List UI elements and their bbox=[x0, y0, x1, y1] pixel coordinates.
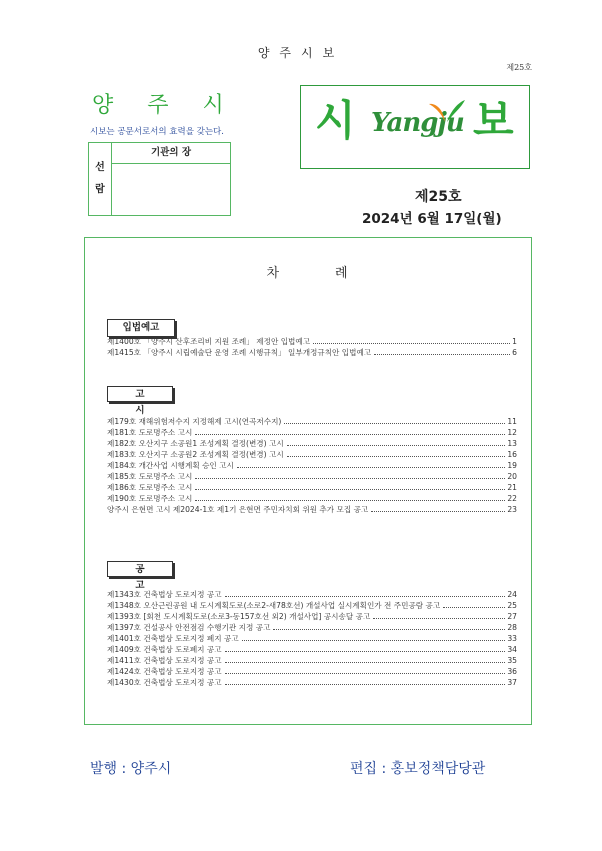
issue-number: 제25호 bbox=[415, 189, 462, 205]
toc-entry[interactable] bbox=[107, 482, 517, 493]
toc-entry-title: 제181호 도로명주소 고시 bbox=[107, 428, 193, 437]
toc-entry[interactable] bbox=[107, 622, 517, 633]
running-title: 양주시보 bbox=[257, 46, 345, 60]
toc-entry-title: 제1430호 건축법상 도로지정 공고 bbox=[107, 678, 222, 687]
toc-leader-dots bbox=[195, 434, 505, 435]
toc-entry-page: 35 bbox=[507, 656, 517, 665]
approval-side-label-2: 람 bbox=[95, 184, 105, 195]
toc-leader-dots bbox=[225, 662, 506, 663]
toc-entry[interactable] bbox=[107, 460, 517, 471]
leaf-icon bbox=[427, 98, 467, 124]
issue-date: 2024년 6월 17일(월) bbox=[362, 211, 502, 227]
toc-leader-dots bbox=[195, 500, 505, 501]
toc-leader-dots bbox=[371, 511, 505, 512]
city-name: 양주시 bbox=[92, 93, 258, 118]
toc-entry-page: 16 bbox=[507, 450, 517, 459]
publisher: 발행 : 양주시 bbox=[90, 761, 172, 777]
toc-entry[interactable] bbox=[107, 438, 517, 449]
toc-leader-dots bbox=[225, 673, 506, 674]
toc-leader-dots bbox=[373, 618, 505, 619]
approval-side-label-1: 선 bbox=[95, 162, 105, 173]
editor: 편집 : 홍보정책담당관 bbox=[350, 761, 486, 777]
toc-entry-page: 24 bbox=[507, 590, 517, 599]
toc-leader-dots bbox=[225, 684, 506, 685]
toc-entry[interactable] bbox=[107, 504, 517, 515]
toc-leader-dots bbox=[443, 607, 505, 608]
toc-entry-page: 20 bbox=[507, 472, 517, 481]
masthead bbox=[300, 85, 530, 169]
toc-leader-dots bbox=[195, 489, 505, 490]
toc-entry-title: 제1348호 오산근린공원 내 도시계획도로(소로2-새78호선) 개설사업 실시계획인가 전 주민공람 공고 bbox=[107, 601, 441, 610]
toc-entry-title: 제1397호 건설공사 안전점검 수행기관 지정 공고 bbox=[107, 623, 271, 632]
masthead-right-char: 보 bbox=[473, 96, 514, 145]
toc-entry-title: 제1415호 「양주시 시립예술단 운영 조례 시행규칙」 일부개정규칙안 입법예고 bbox=[107, 348, 372, 357]
toc-entry-page: 6 bbox=[512, 348, 517, 357]
toc-entry-title: 제190호 도로명주소 고시 bbox=[107, 494, 193, 503]
toc-section-label: 공고 bbox=[107, 561, 173, 577]
toc-leader-dots bbox=[313, 343, 510, 344]
toc-entry-page: 11 bbox=[507, 417, 517, 426]
toc-entry-title: 제1393호 [회천 도시계획도로(소로3-동157호선 외2) 개설사업] 공시송달 공고 bbox=[107, 612, 371, 621]
toc-entry-page: 19 bbox=[507, 461, 517, 470]
toc-entry[interactable] bbox=[107, 666, 517, 677]
approval-box bbox=[88, 142, 231, 216]
toc-entry-page: 21 bbox=[507, 483, 517, 492]
toc-entry-page: 23 bbox=[507, 505, 517, 514]
issue-mark: 제25호 bbox=[506, 63, 532, 72]
toc-entry[interactable] bbox=[107, 633, 517, 644]
toc-entry[interactable] bbox=[107, 347, 517, 358]
toc-entry[interactable] bbox=[107, 655, 517, 666]
toc-leader-dots bbox=[225, 651, 506, 652]
toc-entry[interactable] bbox=[107, 449, 517, 460]
toc-entry-title: 제1400호 「양주시 산후조리비 지원 조례」 제정안 입법예고 bbox=[107, 337, 311, 346]
toc-entry[interactable] bbox=[107, 471, 517, 482]
toc-entry[interactable] bbox=[107, 600, 517, 611]
toc-entry-page: 13 bbox=[507, 439, 517, 448]
toc-entry-title: 제1409호 건축법상 도로폐지 공고 bbox=[107, 645, 222, 654]
city-note: 시보는 공문서로서의 효력을 갖는다. bbox=[90, 127, 224, 137]
toc-entry-page: 34 bbox=[507, 645, 517, 654]
toc-title: 차례 bbox=[266, 266, 404, 281]
toc-entry[interactable] bbox=[107, 336, 517, 347]
toc-leader-dots bbox=[287, 456, 506, 457]
approval-head: 기관의 장 bbox=[112, 143, 230, 164]
toc-entry-title: 제185호 도로명주소 고시 bbox=[107, 472, 193, 481]
toc-entry-page: 25 bbox=[507, 601, 517, 610]
toc-entry[interactable] bbox=[107, 677, 517, 688]
toc-entry-page: 37 bbox=[507, 678, 517, 687]
toc-entry-title: 제184호 개간사업 시행계획 승인 고시 bbox=[107, 461, 234, 470]
toc-leader-dots bbox=[237, 467, 505, 468]
toc-entry-page: 1 bbox=[512, 337, 517, 346]
toc-entry-page: 28 bbox=[507, 623, 517, 632]
toc-entry-page: 33 bbox=[507, 634, 517, 643]
toc-section-label: 고시 bbox=[107, 386, 173, 402]
toc-entry-page: 22 bbox=[507, 494, 517, 503]
yangju-logo bbox=[371, 104, 471, 148]
toc-leader-dots bbox=[284, 423, 505, 424]
masthead-left-char: 시 bbox=[315, 96, 356, 145]
toc-leader-dots bbox=[242, 640, 506, 641]
toc-entry-page: 36 bbox=[507, 667, 517, 676]
logo-text: Yangju bbox=[371, 108, 464, 138]
toc-entry[interactable] bbox=[107, 427, 517, 438]
toc-leader-dots bbox=[225, 596, 506, 597]
toc-entry-title: 제1401호 건축법상 도로지정 폐지 공고 bbox=[107, 634, 239, 643]
toc-leader-dots bbox=[195, 478, 505, 479]
toc-entry-title: 제1424호 건축법상 도로지정 공고 bbox=[107, 667, 222, 676]
toc-entry-title: 제179호 재해위험저수지 지정해제 고시(연곡저수지) bbox=[107, 417, 282, 426]
toc-leader-dots bbox=[273, 629, 505, 630]
toc-entry-title: 제1343호 건축법상 도로지정 공고 bbox=[107, 590, 222, 599]
toc-entry-page: 12 bbox=[507, 428, 517, 437]
toc-entry-title: 제1411호 건축법상 도로지정 공고 bbox=[107, 656, 222, 665]
toc-entry[interactable] bbox=[107, 416, 517, 427]
toc-leader-dots bbox=[374, 354, 510, 355]
toc-entry[interactable] bbox=[107, 644, 517, 655]
toc-entry-title: 양주시 은현면 고시 제2024-1호 제1기 은현면 주민자치회 위원 추가 모집 공고 bbox=[107, 505, 369, 514]
approval-side-label bbox=[89, 143, 112, 215]
toc-section-label: 입법예고 bbox=[107, 319, 175, 337]
toc-entry[interactable] bbox=[107, 493, 517, 504]
toc-entry-title: 제186호 도로명주소 고시 bbox=[107, 483, 193, 492]
toc-entry-title: 제182호 오산지구 소공원1 조성계획 결정(변경) 고시 bbox=[107, 439, 284, 448]
toc-entry-page: 27 bbox=[507, 612, 517, 621]
toc-entry[interactable] bbox=[107, 589, 517, 600]
toc-entry[interactable] bbox=[107, 611, 517, 622]
toc-leader-dots bbox=[287, 445, 506, 446]
toc-entry-title: 제183호 오산지구 소공원2 조성계획 결정(변경) 고시 bbox=[107, 450, 284, 459]
